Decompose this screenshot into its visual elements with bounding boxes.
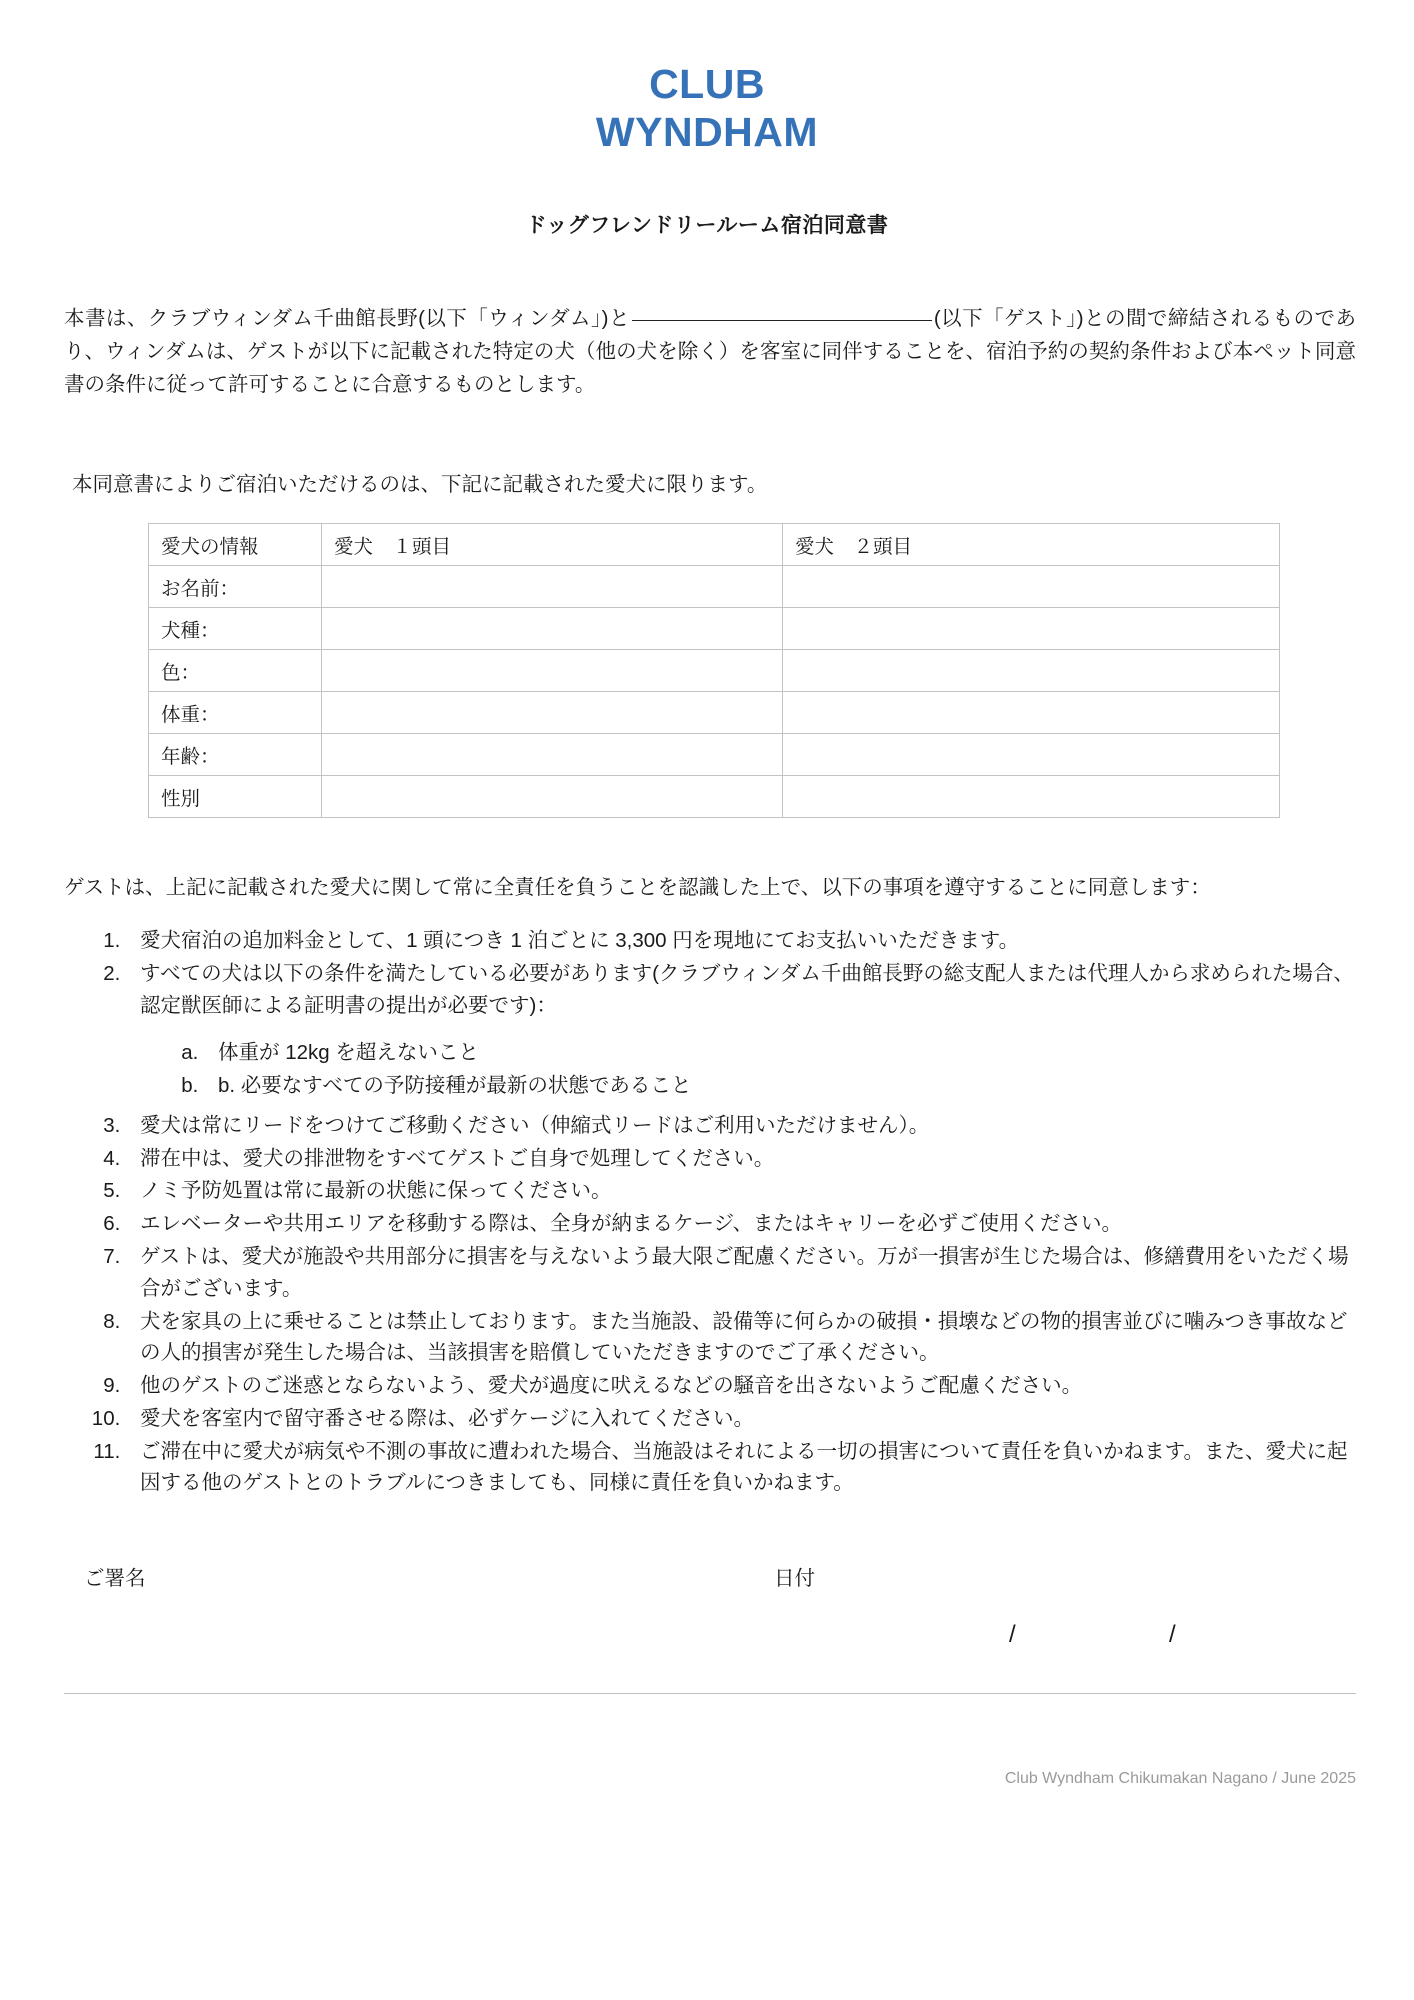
- term-item-2b: b. b. 必要なすべての予防接種が最新の状態であること: [204, 1069, 1356, 1102]
- term-item-9: 9. 他のゲストのご迷惑とならないよう、愛犬が過度に吠えるなどの騒音を出さないようご配慮ください。: [126, 1370, 1356, 1402]
- intro-paragraph: [64, 302, 1356, 402]
- term-item-2-text: すべての犬は以下の条件を満たしている必要があります(クラブウィンダム千曲館長野の総支配人または代理人から求められた場合、認定獣医師による証明書の提出が必要です)：: [140, 962, 1354, 1017]
- document-body: [0, 302, 1414, 1675]
- table-row: [149, 776, 1280, 818]
- term-item-11: 11. ご滞在中に愛犬が病気や不測の事故に遭われた場合、当施設はそれによる一切の損害について責任を負いかねます。また、愛犬に起因する他のゲストとのトラブルにつきましても、同様に責任を負いかねます。: [126, 1436, 1356, 1500]
- cell-dog2-name[interactable]: [783, 566, 1280, 608]
- cell-dog2-weight[interactable]: [783, 692, 1280, 734]
- table-row: [149, 650, 1280, 692]
- row-label-color: 色：: [149, 650, 322, 692]
- date-entry-row: [64, 1621, 1356, 1675]
- term-item-7: 7. ゲストは、愛犬が施設や共用部分に損害を与えないよう最大限ご配慮ください。万が一損害が生じた場合は、修繕費用をいただく場合がございます。: [126, 1241, 1356, 1305]
- cell-dog1-breed[interactable]: [322, 608, 783, 650]
- table-row: [149, 734, 1280, 776]
- row-label-age: 年齢：: [149, 734, 322, 776]
- cell-dog2-breed[interactable]: [783, 608, 1280, 650]
- table-row: [149, 608, 1280, 650]
- cell-dog1-color[interactable]: [322, 650, 783, 692]
- terms-list: [64, 925, 1356, 1499]
- cell-dog1-name[interactable]: [322, 566, 783, 608]
- table-lead-line: 本同意書によりご宿泊いただけるのは、下記に記載された愛犬に限ります。: [72, 473, 768, 497]
- term-item-10: 10. 愛犬を客室内で留守番させる際は、必ずケージに入れてください。: [126, 1403, 1356, 1435]
- cell-dog1-sex[interactable]: [322, 776, 783, 818]
- logo-line-club: CLUB: [649, 61, 765, 107]
- cell-dog2-age[interactable]: [783, 734, 1280, 776]
- table-header-dog1: 愛犬 １頭目: [322, 524, 783, 566]
- term-item-4: 4. 滞在中は、愛犬の排泄物をすべてゲストご自身で処理してください。: [126, 1143, 1356, 1175]
- cell-dog1-age[interactable]: [322, 734, 783, 776]
- table-header-row: [149, 524, 1280, 566]
- term-2-sublist: [140, 1036, 1356, 1102]
- cell-dog2-sex[interactable]: [783, 776, 1280, 818]
- date-slash-1: /: [1009, 1621, 1016, 1649]
- guest-name-blank-field[interactable]: [632, 320, 932, 321]
- row-label-sex: 性別: [149, 776, 322, 818]
- table-row: [149, 692, 1280, 734]
- row-label-weight: 体重：: [149, 692, 322, 734]
- term-item-6: 6. エレベーターや共用エリアを移動する際は、全身が納まるケージ、またはキャリーを必ずご使用ください。: [126, 1208, 1356, 1240]
- term-item-2: [126, 958, 1356, 1102]
- intro-text-before-blank: 本書は、クラブウィンダム千曲館長野(以下「ウィンダム」)と: [64, 306, 630, 330]
- footer-divider: [64, 1693, 1356, 1694]
- date-label: 日付: [774, 1567, 815, 1591]
- table-header-info: 愛犬の情報: [149, 524, 322, 566]
- term-item-1: 1. 愛犬宿泊の追加料金として、1 頭につき 1 泊ごとに 3,300 円を現地にてお支払いいただきます。: [126, 925, 1356, 957]
- date-slash-2: /: [1169, 1621, 1176, 1649]
- term-item-3: 3. 愛犬は常にリードをつけてご移動ください（伸縮式リードはご利用いただけません）。: [126, 1110, 1356, 1142]
- footer-note: Club Wyndham Chikumakan Nagano / June 2025: [1004, 1770, 1356, 1788]
- logo-line-wyndham: WYNDHAM: [595, 109, 819, 156]
- obligations-intro: ゲストは、上記に記載された愛犬に関して常に全責任を負うことを認識した上で、以下の事項を遵守することに同意します：: [64, 876, 1211, 900]
- term-item-5: 5. ノミ予防処置は常に最新の状態に保ってください。: [126, 1175, 1356, 1207]
- row-label-breed: 犬種：: [149, 608, 322, 650]
- term-item-2a: a. 体重が 12kg を超えないこと: [204, 1036, 1356, 1069]
- table-header-dog2: 愛犬 ２頭目: [783, 524, 1280, 566]
- cell-dog1-weight[interactable]: [322, 692, 783, 734]
- page-title: ドッグフレンドリールーム宿泊同意書: [525, 213, 889, 237]
- table-row: [149, 566, 1280, 608]
- signature-label: ご署名: [84, 1567, 146, 1591]
- signature-row: [64, 1561, 1356, 1601]
- cell-dog2-color[interactable]: [783, 650, 1280, 692]
- club-wyndham-logo: [0, 0, 1414, 157]
- row-label-name: お名前：: [149, 566, 322, 608]
- dog-information-table: [148, 523, 1280, 818]
- term-item-8: 8. 犬を家具の上に乗せることは禁止しております。また当施設、設備等に何らかの破損・損壊などの物的損害並びに噛みつき事故などの人的損害が発生した場合は、当該損害を賠償していただきますのでご了承ください。: [126, 1306, 1356, 1370]
- intro-text-after-blank: (以下「ゲスト」)との間で締結されるものであり、ウィンダムは、ゲストが以下に記載された特定の犬（他の犬を除く）を客室に同伴することを、宿泊予約の契約条件および本ペット同意書の条件に従って許可することに合意するものとします。: [64, 306, 1356, 397]
